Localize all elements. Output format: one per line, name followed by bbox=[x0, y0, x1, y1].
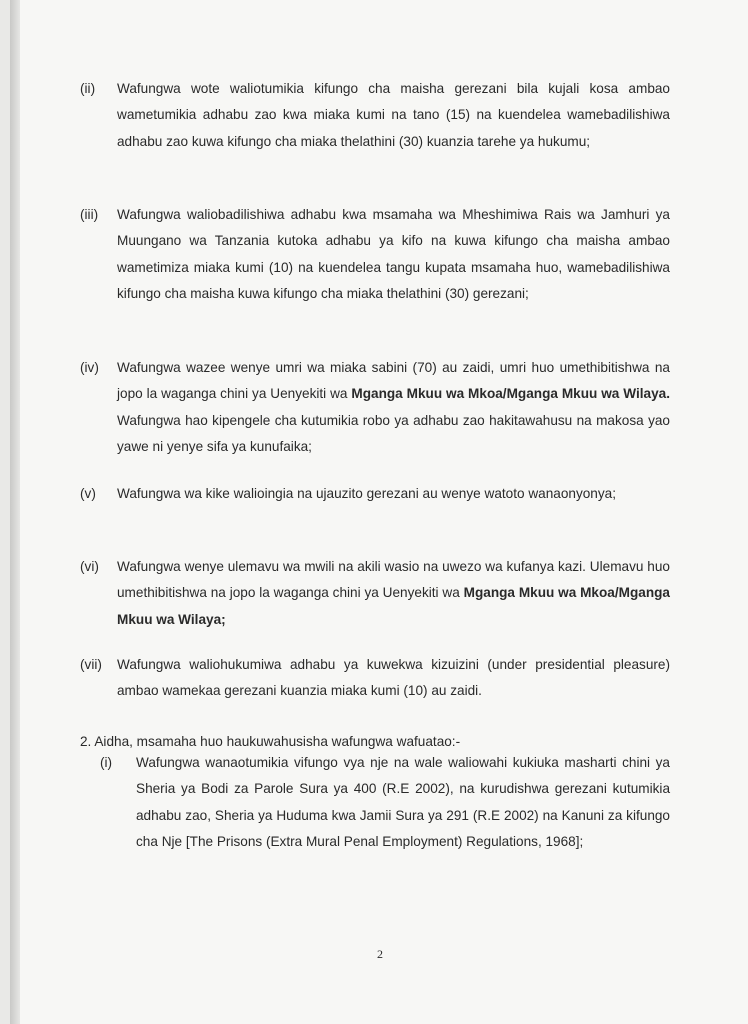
item-text bbox=[117, 76, 670, 155]
list-item bbox=[80, 355, 670, 461]
item-number: (iv) bbox=[80, 360, 99, 375]
item-text-bold: Mganga Mkuu wa Mkoa/Mganga Mkuu wa Wilaya; bbox=[117, 585, 670, 627]
item-number: (ii) bbox=[80, 81, 96, 96]
item-number: (vi) bbox=[80, 559, 99, 574]
item-number: (v) bbox=[80, 486, 96, 501]
item-text bbox=[117, 202, 670, 308]
item-text-part: Wafungwa waliohukumiwa adhabu ya kuwekwa kizuizini (under presidential pleasure) ambao wamekaa gerezani kuanzia miaka kumi (10) au zaidi. bbox=[117, 657, 670, 699]
item-text bbox=[117, 652, 670, 705]
item-text-bold: Mganga Mkuu wa Mkoa/Mganga Mkuu wa Wilaya. bbox=[351, 386, 670, 402]
item-text-part: Wafungwa wote waliotumikia kifungo cha maisha gerezani bila kujali kosa ambao wametumikia adhabu zao kwa miaka kumi na tano (15) na kuendelea wamebadilishiwa adhabu zao kuwa kifungo cha miaka thelathini (30) kuanzia tarehe ya hukumu; bbox=[117, 81, 670, 149]
item-text-part: Wafungwa hao kipengele cha kutumikia robo ya adhabu zao hakitawahusu na makosa yao yawe ni yenye sifa ya kunufaika; bbox=[117, 412, 670, 455]
item-number: (vii) bbox=[80, 657, 102, 672]
list-item bbox=[100, 750, 670, 856]
list-item bbox=[80, 481, 670, 507]
list-item bbox=[80, 652, 670, 705]
item-text bbox=[117, 554, 670, 633]
item-number: (i) bbox=[100, 755, 113, 770]
item-number: (iii) bbox=[80, 207, 99, 222]
item-text-part: Wafungwa wa kike walioingia na ujauzito gerezani au wenye watoto wanaonyonya; bbox=[117, 486, 616, 501]
list-item bbox=[80, 76, 670, 155]
item-text bbox=[117, 481, 670, 507]
item-text: Wafungwa wanaotumikia vifungo vya nje na wale waliowahi kukiuka masharti chini ya Sheria ya Bodi za Parole Sura ya 400 (R.E 2002), na kurudishwa gerezani kutumikia adhabu zao, Sheria ya Huduma kwa Jamii Sura ya 291 (R.E 2002) na Kanuni za kifungo cha Nje [The Prisons (Extra Mural Penal Employment) Regulations, 1968]; bbox=[136, 755, 670, 850]
list-item bbox=[80, 554, 670, 633]
item-text-part: Wafungwa wazee wenye umri wa miaka sabini (70) au zaidi, umri huo umethibitishwa na jopo la waganga chini ya Uenyekiti wa bbox=[117, 360, 670, 402]
document-page bbox=[10, 0, 748, 1024]
page-number: 2 bbox=[377, 947, 383, 961]
item-text-part: Wafungwa waliobadilishiwa adhabu kwa msamaha wa Mheshimiwa Rais wa Jamhuri ya Muungano wa Tanzania kutoka adhabu ya kifo na kuwa kifungo cha maisha ambao wametimiza miaka kumi (10) na kuendelea tangu kupata msamaha huo, wamebadilishiwa kifungo cha maisha kuwa kifungo cha miaka thelathini (30) gerezani; bbox=[117, 207, 670, 302]
page-edge-shadow bbox=[10, 0, 20, 1024]
list-item bbox=[80, 202, 670, 308]
section-heading: 2. Aidha, msamaha huo haukuwahusisha wafungwa wafuatao:- bbox=[80, 734, 461, 749]
item-text bbox=[117, 355, 670, 461]
item-text-part: Wafungwa wenye ulemavu wa mwili na akili wasio na uwezo wa kufanya kazi. Ulemavu huo umethibitishwa na jopo la waganga chini ya Uenyekiti wa bbox=[117, 559, 670, 601]
